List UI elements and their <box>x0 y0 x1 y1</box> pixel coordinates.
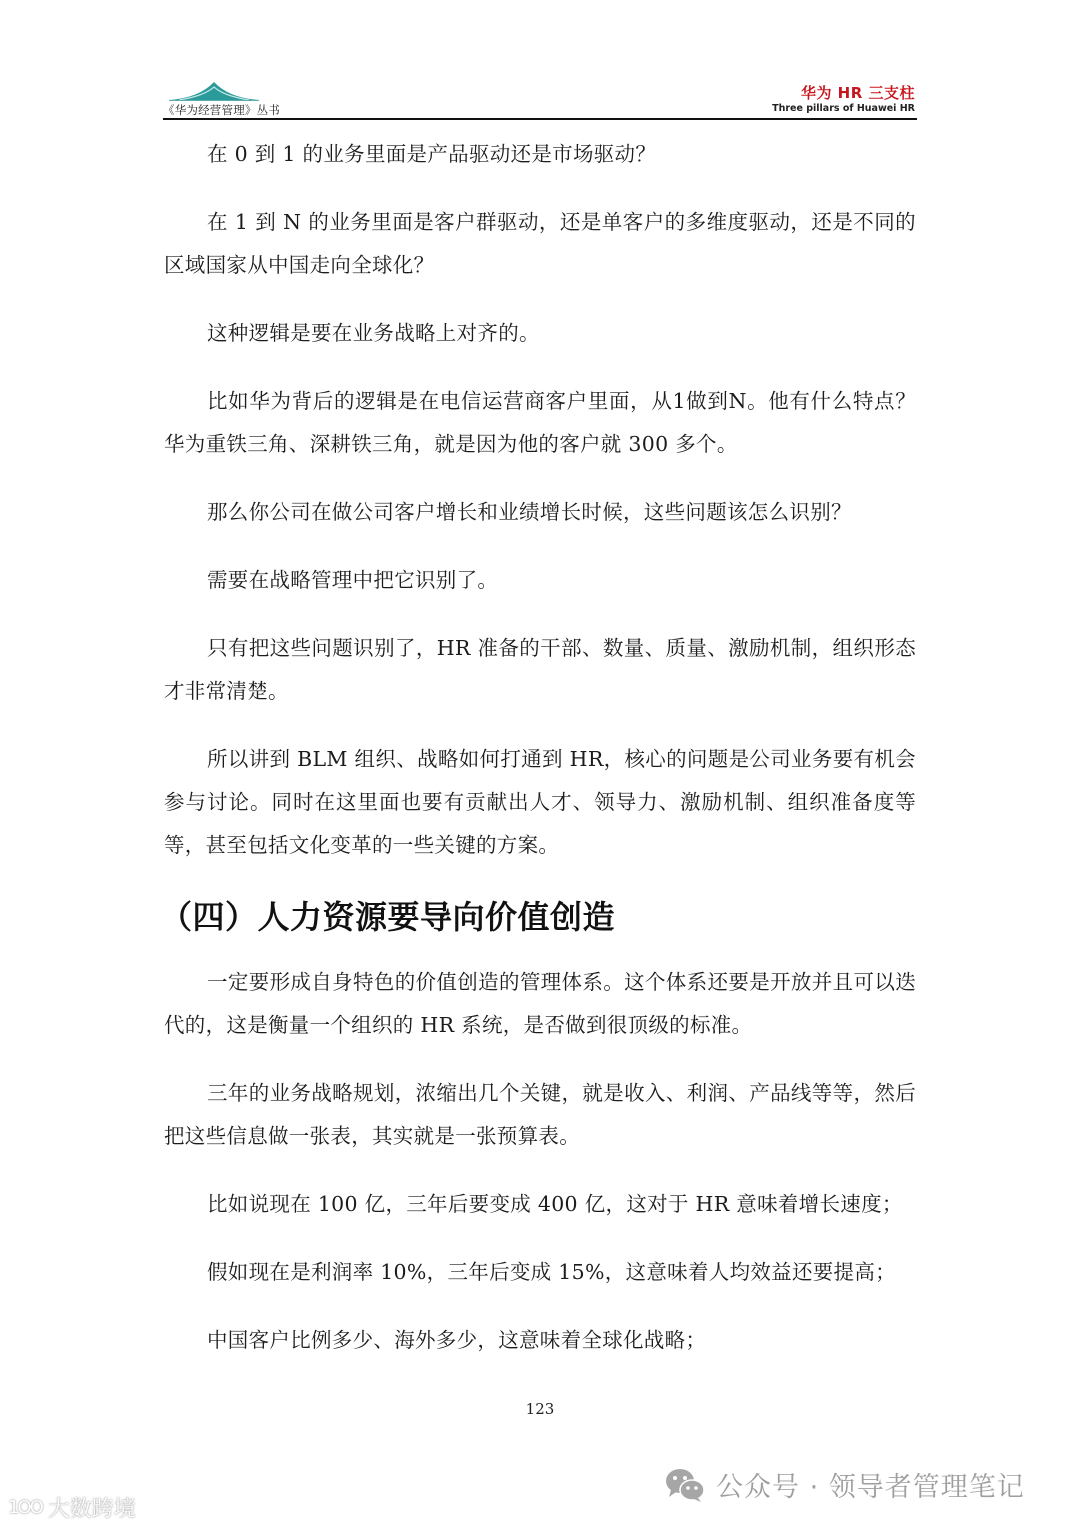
wechat-icon <box>664 1467 706 1503</box>
paragraph: 比如华为背后的逻辑是在电信运营商客户里面，从1做到N。他有什么特点？华为重铁三角、深耕铁三角，就是因为他的客户就 300 多个。 <box>164 389 916 456</box>
book-series-title: 《华为经营管理》丛书 <box>163 103 280 117</box>
header-divider <box>163 118 917 120</box>
paragraph: 那么你公司在做公司客户增长和业绩增长时候，这些问题该怎么识别？ <box>207 500 852 524</box>
paragraph: 在 0 到 1 的业务里面是产品驱动还是市场驱动？ <box>207 142 657 166</box>
brand-title-cn: 华为 HR 三支柱 <box>800 84 915 102</box>
paragraph: 所以讲到 BLM 组织、战略如何打通到 HR，核心的问题是公司业务要有机会参与讨论。同时在这里面也要有贡献出人才、领导力、激励机制、组织准备度等等，甚至包括文化变革的一些关键的方案。 <box>164 747 916 857</box>
paragraph: 需要在战略管理中把它识别了。 <box>207 568 499 592</box>
paragraph: 在 1 到 N 的业务里面是客户群驱动，还是单客户的多维度驱动，还是不同的区域国家从中国走向全球化？ <box>164 210 916 277</box>
paragraph: 这种逻辑是要在业务战略上对齐的。 <box>207 321 540 345</box>
paragraph: 三年的业务战略规划，浓缩出几个关键，就是收入、利润、产品线等等，然后把这些信息做一张表，其实就是一张预算表。 <box>164 1081 916 1148</box>
page-body <box>160 133 916 1387</box>
section-heading: （四）人力资源要导向价值创造 <box>160 898 616 936</box>
paragraph: 中国客户比例多少、海外多少，这意味着全球化战略； <box>207 1328 707 1352</box>
paragraph: 只有把这些问题识别了，HR 准备的干部、数量、质量、激励机制，组织形态才非常清楚。 <box>164 636 916 703</box>
watermark-right <box>664 1465 1025 1504</box>
mountain-logo-icon <box>169 78 259 102</box>
watermark-right-text: 公众号 · 领导者管理笔记 <box>716 1472 1025 1503</box>
paragraph: 一定要形成自身特色的价值创造的管理体系。这个体系还要是开放并且可以迭代的，这是衡量一个组织的 HR 系统，是否做到很顶级的标准。 <box>164 970 916 1037</box>
paragraph: 比如说现在 100 亿，三年后要变成 400 亿，这对于 HR 意味着增长速度； <box>207 1192 903 1216</box>
page-header <box>163 72 917 120</box>
page-number: 123 <box>525 1400 555 1418</box>
brand-block <box>772 84 915 115</box>
paragraph: 假如现在是利润率 10%，三年后变成 15%，这意味着人均效益还要提高； <box>207 1260 896 1284</box>
watermark-logo-icon: 1OO <box>8 1497 42 1518</box>
watermark-left <box>8 1492 136 1523</box>
watermark-left-text: 大数跨境 <box>47 1497 136 1522</box>
brand-title-en: Three pillars of Huawei HR <box>772 103 915 114</box>
